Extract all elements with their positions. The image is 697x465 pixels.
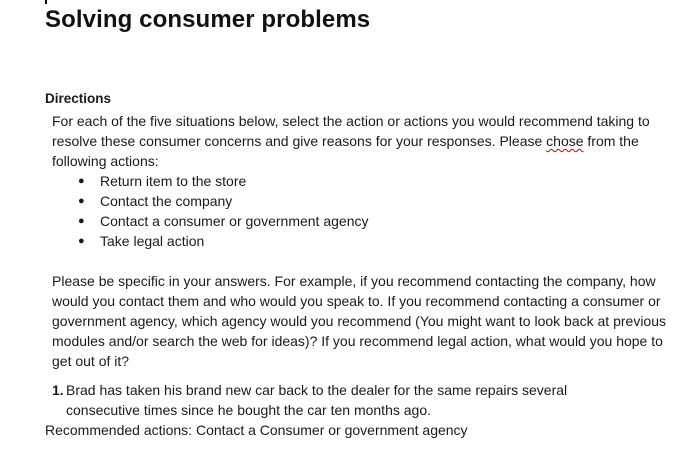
bullet-icon: ● xyxy=(78,215,85,227)
list-item: ● Take legal action xyxy=(78,233,205,249)
directions-paragraph xyxy=(52,111,667,171)
specifics-paragraph: Please be specific in your answers. For example, if you recommend contacting the company, how would you contact them and who would you speak to. If you recommend contacting a consumer or government agency, which agency would you recommend (You might want to look back at previous modules and/or search the web for ideas)? If you recommend legal action, what would you hope to get out of it? xyxy=(52,273,667,369)
misspelled-word[interactable]: chose xyxy=(546,133,584,149)
recommended-actions-answer[interactable]: Recommended actions: Contact a Consumer or government agency xyxy=(45,422,468,438)
directions-text: For each of the five situations below, select the action or actions you would recommend taking to resolve these consumer concerns and give reasons for your responses. Please xyxy=(52,113,650,149)
list-item: ● Contact the company xyxy=(78,193,233,209)
actions-list xyxy=(52,171,368,251)
bullet-icon: ● xyxy=(78,235,85,247)
situation-number: 1. xyxy=(52,382,64,398)
list-item: ● Return item to the store xyxy=(78,173,247,189)
situation-text: Brad has taken his brand new car back to the dealer for the same repairs several consecutive times since he bought the car ten months ago. xyxy=(66,382,568,418)
bullet-icon: ● xyxy=(78,195,85,207)
page-title: Solving consumer problems xyxy=(45,6,371,33)
directions-text-end: from the following actions: xyxy=(52,133,639,169)
text-cursor xyxy=(45,0,47,4)
bullet-icon: ● xyxy=(78,175,85,187)
list-item: ● Contact a consumer or government agency xyxy=(78,213,369,229)
directions-heading: Directions xyxy=(45,91,112,106)
situation-1 xyxy=(52,380,612,420)
